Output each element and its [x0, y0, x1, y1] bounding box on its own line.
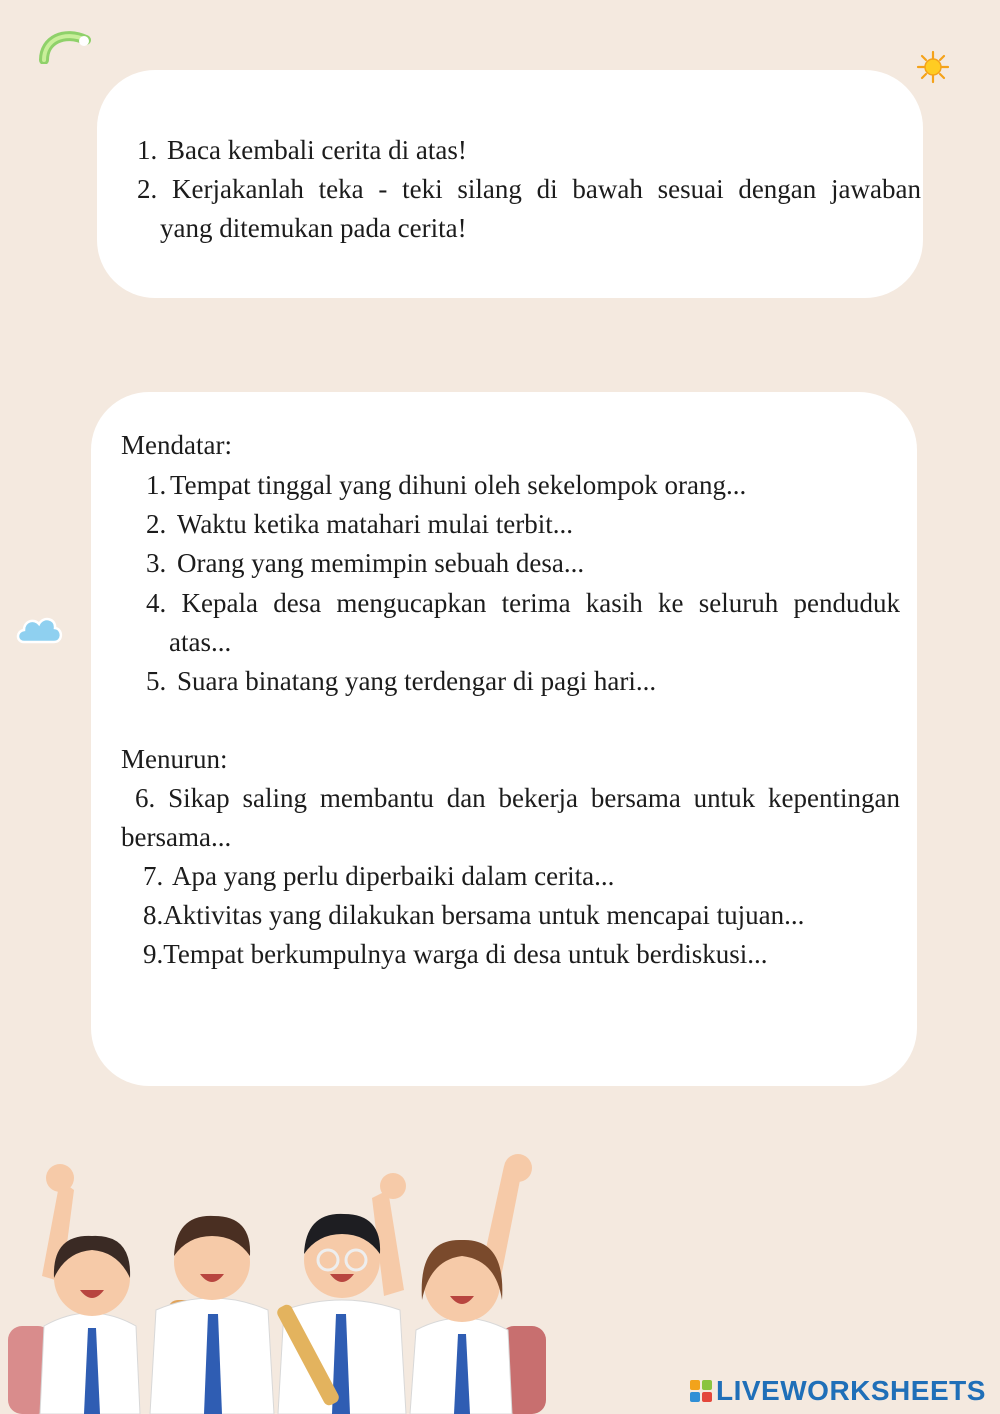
instruction-item [137, 173, 921, 205]
item-number: 1. [137, 135, 158, 165]
clue-continuation: bersama... [121, 822, 232, 852]
across-clue [146, 469, 746, 501]
item-number: 2. [137, 174, 158, 204]
across-clue [146, 587, 900, 619]
down-clue [143, 938, 767, 970]
clue-number: 5. [146, 666, 167, 696]
clue-text: Tempat berkumpulnya warga di desa untuk berdiskusi... [163, 939, 768, 969]
down-clue [135, 782, 900, 814]
clue-text: Sikap saling membantu dan bekerja bersama untuk kepentingan [168, 783, 900, 813]
clue-number: 6. [135, 783, 156, 813]
students-illustration [0, 1150, 560, 1414]
liveworksheets-logo [690, 1374, 986, 1408]
logo-mark-icon [690, 1380, 712, 1402]
instruction-item [137, 134, 467, 166]
clue-text: Tempat tinggal yang dihuni oleh sekelompok orang... [170, 470, 747, 500]
clue-number: 4. [146, 588, 167, 618]
brand-name: LIVEWORKSHEETS [716, 1375, 986, 1406]
clue-number: 1. [146, 470, 167, 500]
instruction-text: Baca kembali cerita di atas! [167, 135, 467, 165]
across-heading: Mendatar: [121, 430, 232, 460]
across-clue [146, 665, 656, 697]
hand [380, 1173, 406, 1199]
clue-text: Suara binatang yang terdengar di pagi hari... [177, 666, 657, 696]
across-clue [146, 547, 584, 579]
clue-text: Orang yang memimpin sebuah desa... [177, 548, 585, 578]
clue-number: 9. [143, 939, 164, 969]
cloud-icon [14, 612, 64, 648]
hand [504, 1154, 532, 1182]
clue-continuation: atas... [169, 627, 232, 657]
down-clue [143, 860, 614, 892]
clue-number: 8. [143, 900, 164, 930]
clue-number: 3. [146, 548, 167, 578]
clue-text: Apa yang perlu diperbaiki dalam cerita... [172, 861, 615, 891]
rainbow-icon [38, 26, 92, 64]
hand [46, 1164, 74, 1192]
across-clue [146, 508, 573, 540]
down-clue [143, 899, 804, 931]
instruction-text: Kerjakanlah teka - teki silang di bawah sesuai dengan jawaban [172, 174, 921, 204]
clue-number: 2. [146, 509, 167, 539]
clue-number: 7. [143, 861, 164, 891]
clue-text: Waktu ketika matahari mulai terbit... [177, 509, 573, 539]
sun-icon [916, 50, 950, 84]
clue-text: Kepala desa mengucapkan terima kasih ke seluruh penduduk [181, 588, 900, 618]
instruction-continuation: yang ditemukan pada cerita! [160, 213, 467, 243]
down-heading: Menurun: [121, 744, 228, 774]
clue-text: Aktivitas yang dilakukan bersama untuk mencapai tujuan... [163, 900, 805, 930]
